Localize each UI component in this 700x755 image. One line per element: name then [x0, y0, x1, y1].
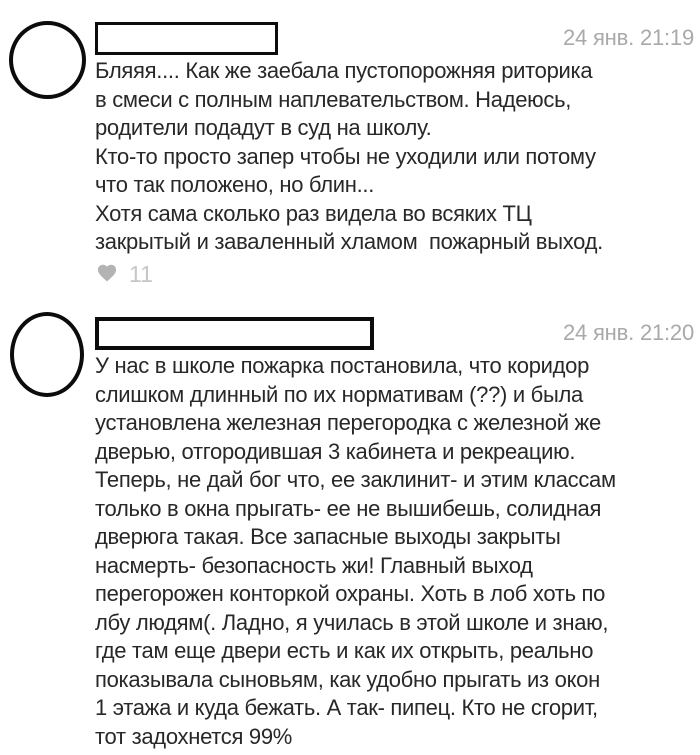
username-redaction[interactable]	[95, 22, 278, 55]
like-count: 11	[129, 261, 153, 287]
comment-timestamp: 24 янв. 21:20	[562, 320, 694, 345]
username-redaction[interactable]	[95, 317, 374, 350]
heart-icon-shape	[98, 265, 116, 282]
comment-timestamp: 24 янв. 21:19	[562, 25, 694, 50]
heart-icon[interactable]	[96, 262, 118, 282]
comment-text: У нас в школе пожарка постановила, что коридор слишком длинный по их нормативам (??) и была установлена железная перегородка с железной же дверью, отгородившая 3 кабинета и рекреацию. Теперь, не дай бог что, ее заклинит- и этим классам только в окна прыгать- ее не вышибешь, солидная дверюга такая. Все запасные выходы закрыты насмерть- безопасность жи! Главный выход перегорожен конторкой охраны. Хоть в лоб хоть по лбу людям(. Ладно, я училась в этой школе и знаю, где там еще двери есть и как их открыть, реально показывала сыновьям, как удобно прыгать из окон 1 этажа и куда бежать. А так- пипец. Кто не сгорит, тот задохнется 99%	[95, 353, 616, 749]
avatar[interactable]	[10, 312, 84, 397]
comment-text: Бляяя.... Как же заебала пустопорожняя риторика в смеси с полным наплевательством. Надеюсь, родители подадут в суд на школу. Кто-то просто запер чтобы не уходили или потому что так положено, но блин... Хотя сама сколько раз видела во всяких ТЦ закрытый и заваленный хламом пожарный выход.	[95, 58, 603, 254]
avatar[interactable]	[9, 21, 86, 99]
